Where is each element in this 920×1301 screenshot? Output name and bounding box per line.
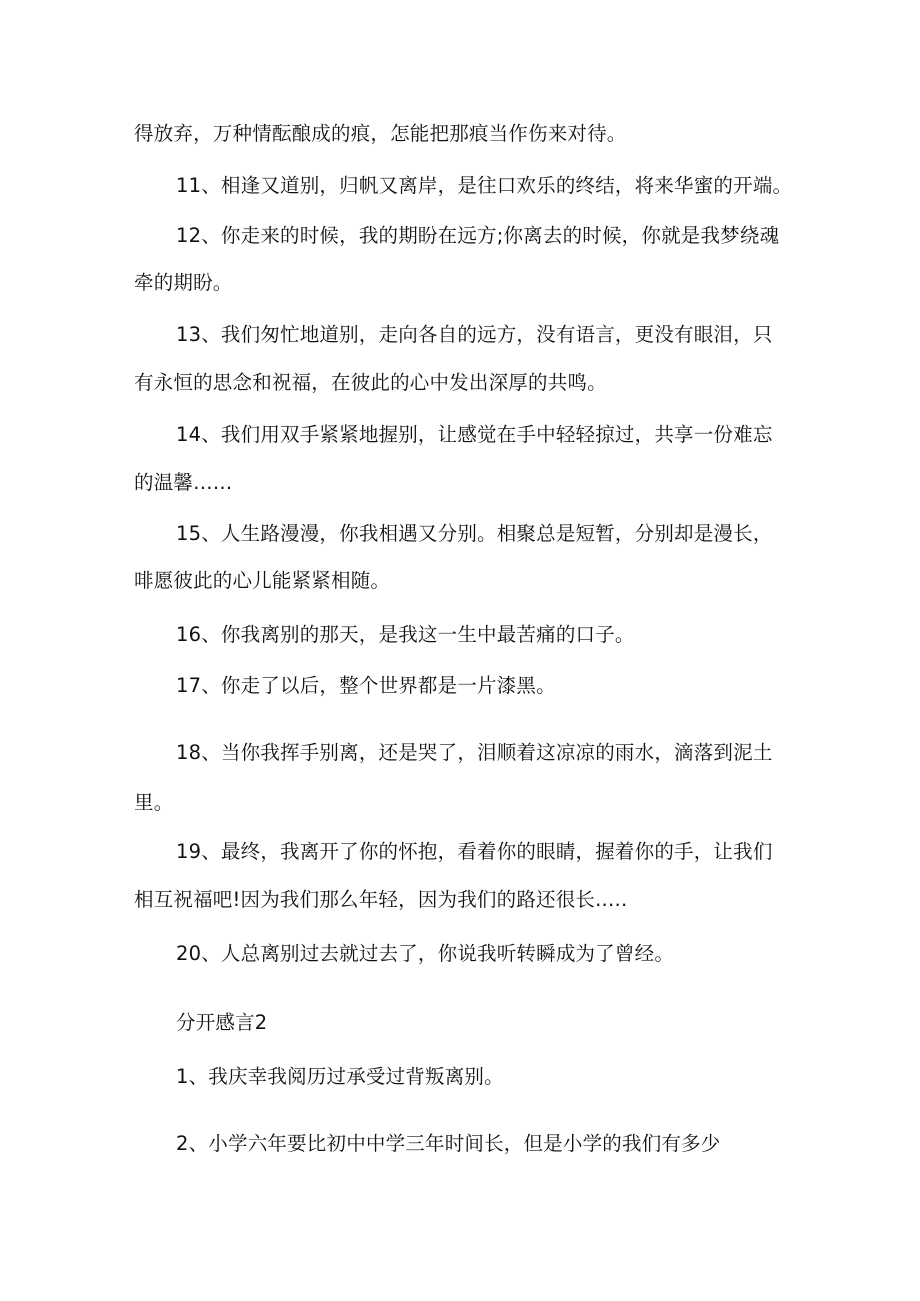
text-line: 的温馨…… xyxy=(134,471,233,494)
text-line: 18、当你我挥手别离，还是哭了，泪顺着这凉凉的雨水，滴落到泥土 xyxy=(176,741,773,764)
text-line: 13、我们匆忙地道别，走向各自的远方，没有语言，更没有眼泪，只 xyxy=(176,323,773,346)
text-line: 有永恒的思念和祝福，在彼此的心中发出深厚的共鸣。 xyxy=(134,371,607,394)
text-line: 16、你我离别的那天，是我这一生中最苦痛的口子。 xyxy=(176,623,635,646)
text-line: 1、我庆幸我阅历过承受过背叛离别。 xyxy=(176,1065,504,1088)
text-line: 11、相逢又道别，归帆又离岸，是往口欢乐的终结，将来华蜜的开端。 xyxy=(176,174,793,197)
text-line: 20、人总离别过去就过去了，你说我听转瞬成为了曾经。 xyxy=(176,942,675,965)
text-line: 得放弃，万种情酝酿成的痕，怎能把那痕当作伤来对待。 xyxy=(134,122,627,145)
text-line: 19、最终，我离开了你的怀抱，看着你的眼睛，握着你的手，让我们 xyxy=(176,840,773,863)
text-line: 17、你走了以后，整个世界都是一片漆黑。 xyxy=(176,674,556,697)
text-line: 啡愿彼此的心儿能紧紧相随。 xyxy=(134,569,391,592)
section-heading: 分开感言2 xyxy=(176,1011,268,1034)
text-line: 15、人生路漫漫，你我相遇又分别。相聚总是短暂，分别却是漫长， xyxy=(176,522,773,545)
text-line: 里。 xyxy=(134,791,174,814)
text-line: 牵的期盼。 xyxy=(134,271,233,294)
text-line: 12、你走来的时候，我的期盼在远方;你离去的时候，你就是我梦绕魂 xyxy=(176,224,780,247)
text-line: 相互祝福吧!因为我们那么年轻，因为我们的路还很长..… xyxy=(134,888,628,911)
text-line: 2、小学六年要比初中中学三年时间长，但是小学的我们有多少 xyxy=(176,1132,721,1155)
text-line: 14、我们用双手紧紧地握别，让感觉在手中轻轻掠过，共享一份难忘 xyxy=(176,423,773,446)
